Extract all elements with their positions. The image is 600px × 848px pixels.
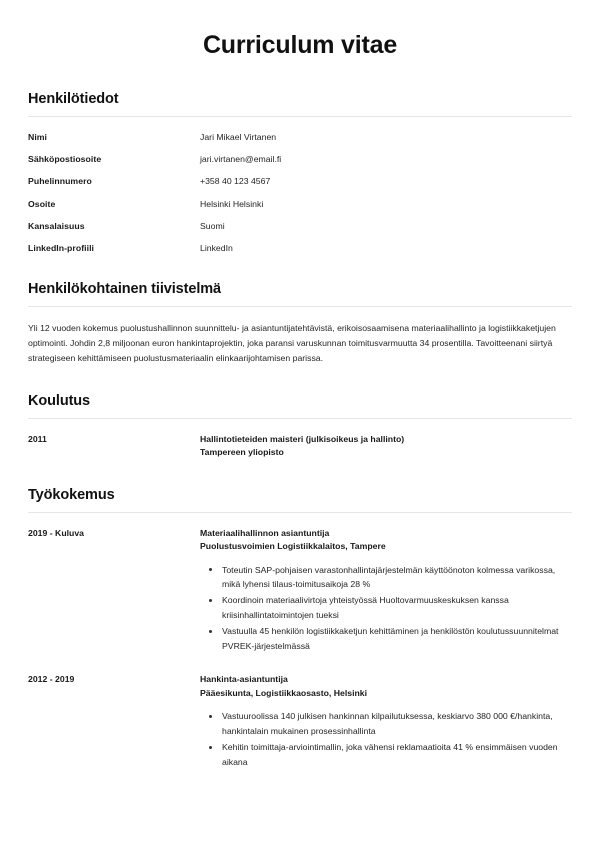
- summary-paragraph: Yli 12 vuoden kokemus puolustushallinnon suunnittelu- ja asiantuntijatehtävistä, erikoisosaamisena materiaalihallinto ja logistiikkaketjujen optimointi. Johdin 2,8 miljoonan euron hankintaprojektin, joka paransi varuskunnan toimitusvarmuutta 34 prosentilla. Tavoitteenani siirtyä strategiseen kehittämiseen puolustusmateriaalin elinkaarijohtamisen parissa.: [28, 322, 556, 363]
- entry-bullet-list: [200, 563, 572, 655]
- section-divider: [28, 306, 572, 307]
- entry-bullet-list: [200, 709, 572, 770]
- detail-value-email[interactable]: jari.virtanen@email.fi: [200, 154, 282, 165]
- bullet-text: Vastuuroolissa 140 julkisen hankinnan kilpailutuksessa, keskiarvo 380 000 €/hankinta, hankintalain mukainen prosessinhallinta: [222, 711, 553, 737]
- education-entry: [28, 433, 572, 460]
- list-item: [200, 593, 572, 623]
- list-item: [200, 563, 572, 593]
- list-item: [200, 624, 572, 654]
- detail-label: Kansalaisuus: [28, 220, 85, 231]
- detail-value-address: Helsinki Helsinki: [200, 198, 264, 209]
- bullet-icon: [209, 630, 212, 633]
- entry-date: 2011: [28, 433, 47, 444]
- experience-entry: [28, 527, 572, 656]
- personal-details-list: [28, 131, 572, 254]
- section-heading-summary: Henkilökohtainen tiivistelmä: [28, 281, 221, 298]
- bullet-icon: [209, 746, 212, 749]
- section-heading-experience: Työkokemus: [28, 486, 115, 503]
- entry-body: [200, 433, 572, 460]
- section-divider: [28, 512, 572, 513]
- entry-body: [200, 673, 572, 771]
- detail-row: [28, 131, 572, 143]
- section-heading-personal: Henkilötiedot: [28, 91, 119, 108]
- bullet-text: Vastuulla 45 henkilön logistiikkaketjun kehittäminen ja henkilöstön koulutussuunnitelmat PVREK-järjestelmässä: [222, 626, 559, 652]
- experience-entry: [28, 673, 572, 771]
- detail-label: Osoite: [28, 198, 56, 209]
- bullet-icon: [209, 568, 212, 571]
- detail-value-phone: +358 40 123 4567: [200, 176, 271, 187]
- detail-label: LinkedIn-profiili: [28, 242, 95, 253]
- section-education: [28, 392, 572, 460]
- entry-date: 2012 - 2019: [28, 674, 75, 685]
- detail-row: [28, 242, 572, 254]
- list-item: [200, 709, 572, 739]
- entry-employer: Puolustusvoimien Logistiikkalaitos, Tampere: [200, 541, 386, 552]
- section-heading-education: Koulutus: [28, 392, 91, 409]
- entry-institution: Tampereen yliopisto: [200, 447, 284, 458]
- detail-value-name: Jari Mikael Virtanen: [200, 132, 277, 143]
- entry-job-title: Materiaalihallinnon asiantuntija: [200, 527, 330, 538]
- list-item: [200, 740, 572, 770]
- detail-row: [28, 175, 572, 187]
- bullet-text: Kehitin toimittaja-arviointimallin, joka vähensi reklamaatioita 41 % ensimmäisen vuoden aikana: [222, 742, 558, 768]
- detail-row: [28, 198, 572, 210]
- section-divider: [28, 418, 572, 419]
- detail-value-linkedin[interactable]: LinkedIn: [200, 242, 233, 253]
- section-work-experience: [28, 486, 572, 771]
- detail-value-nationality: Suomi: [200, 220, 225, 231]
- detail-label: Puhelinnumero: [28, 176, 92, 187]
- bullet-icon: [209, 715, 212, 718]
- bullet-icon: [209, 599, 212, 602]
- bullet-text: Toteutin SAP-pohjaisen varastonhallintajärjestelmän käyttöönoton kolmessa varikossa, mikä lyhensi tilaus-toimitusaikoja 28 %: [222, 564, 556, 590]
- detail-label: Sähköpostiosoite: [28, 154, 102, 165]
- entry-body: [200, 527, 572, 656]
- entry-date: 2019 - Kuluva: [28, 527, 85, 538]
- entry-employer: Pääesikunta, Logistiikkaosasto, Helsinki: [200, 687, 368, 698]
- entry-job-title: Hankinta-asiantuntija: [200, 674, 288, 685]
- page-title: Curriculum vitae: [202, 31, 398, 59]
- detail-row: [28, 153, 572, 165]
- detail-row: [28, 220, 572, 232]
- section-personal-details: [28, 90, 572, 254]
- section-summary: [28, 280, 572, 366]
- section-divider: [28, 116, 572, 117]
- entry-degree: Hallintotieteiden maisteri (julkisoikeus ja hallinto): [200, 433, 405, 444]
- detail-label: Nimi: [28, 132, 48, 143]
- bullet-text: Koordinoin materiaalivirtoja yhteistyössä Huoltovarmuuskeskuksen kanssa kriisinhallintatoimintojen tueksi: [222, 595, 509, 621]
